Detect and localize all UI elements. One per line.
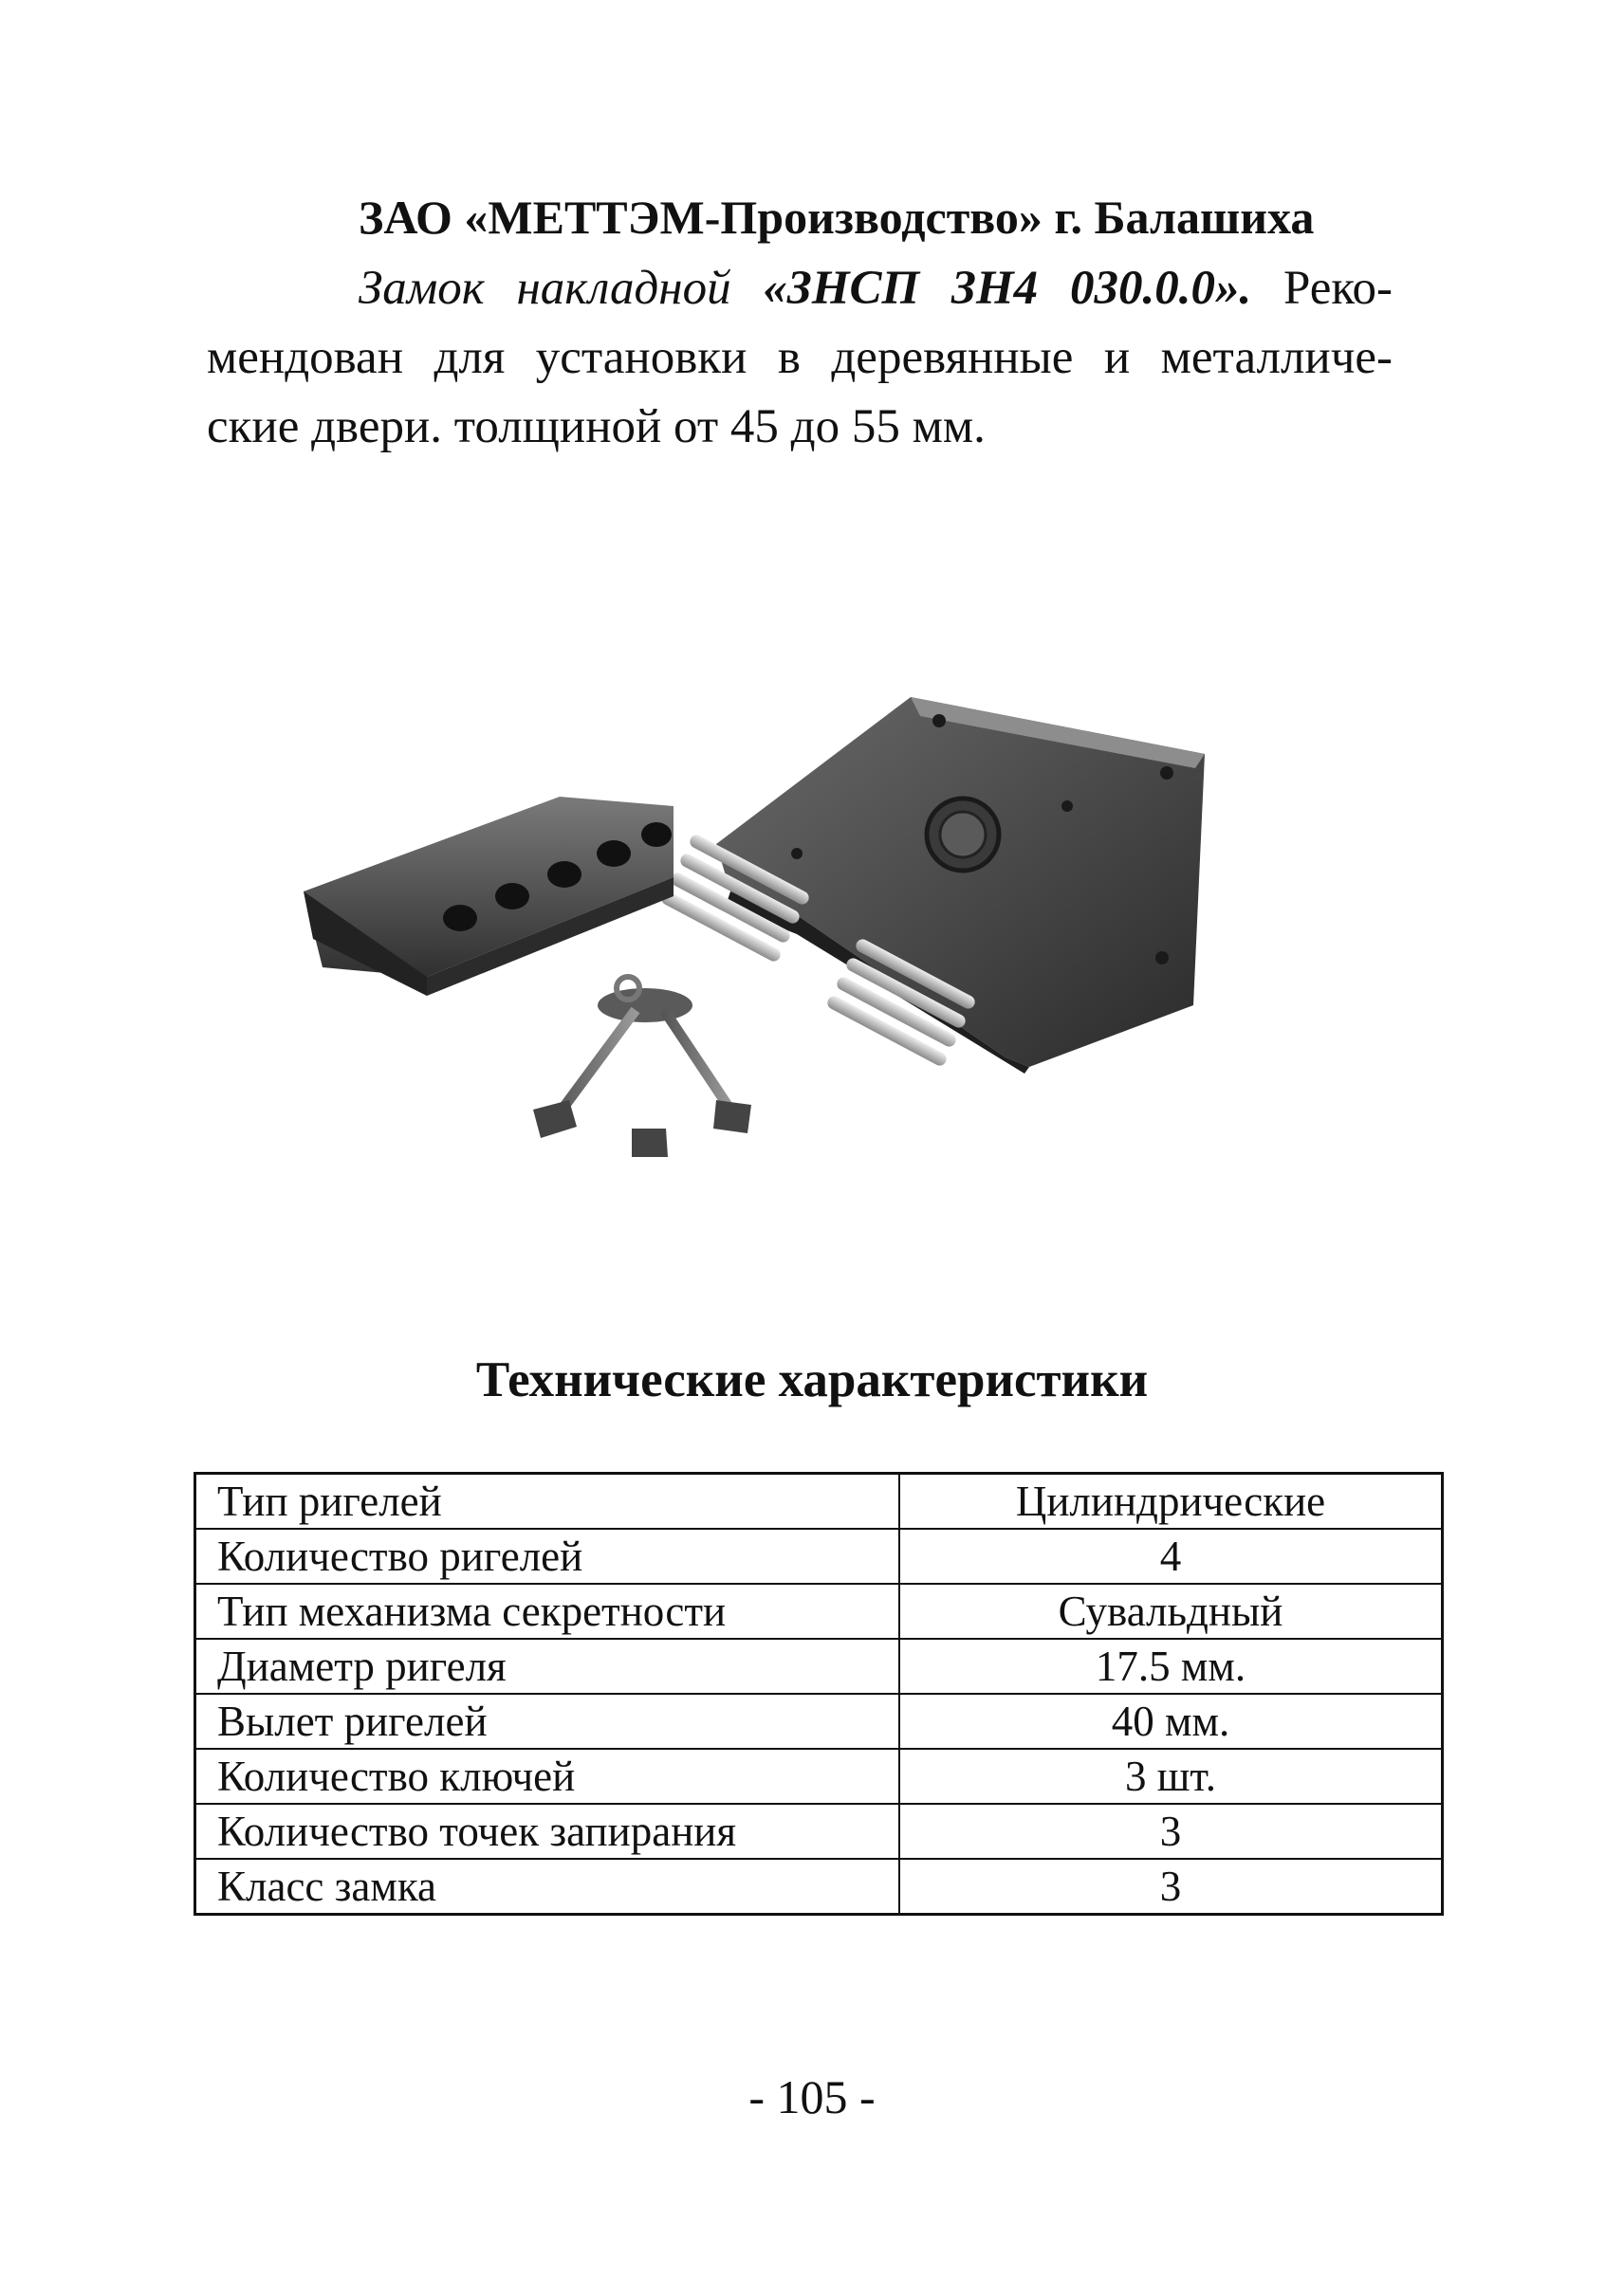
specs-table: [194, 1472, 1444, 1916]
spec-label: Количество ключей: [195, 1749, 900, 1804]
description-line-1-tail: Реко-: [1251, 262, 1393, 315]
company-heading: ЗАО «МЕТТЭМ-Производство» г. Балашиха: [359, 191, 1315, 244]
spec-value: 3 шт.: [899, 1749, 1443, 1804]
table-row: [195, 1694, 1443, 1749]
description-line-1: [207, 254, 1393, 323]
lock-photo: [285, 683, 1214, 1214]
keys: [533, 977, 751, 1157]
spec-label: Класс замка: [195, 1859, 900, 1915]
description-line-3: ские двери. толщиной от 45 до 55 мм.: [207, 400, 986, 453]
strike-plate: [304, 797, 674, 996]
spec-value: 17.5 мм.: [899, 1639, 1443, 1694]
product-name: Замок накладной: [359, 262, 731, 315]
table-row: [195, 1804, 1443, 1859]
spec-value: Цилиндрические: [899, 1474, 1443, 1530]
table-row: [195, 1474, 1443, 1530]
product-description: [207, 254, 1393, 462]
table-row: [195, 1529, 1443, 1584]
spec-value: Сувальдный: [899, 1584, 1443, 1639]
spec-label: Вылет ригелей: [195, 1694, 900, 1749]
spec-label: Тип ригелей: [195, 1474, 900, 1530]
spec-value: 3: [899, 1804, 1443, 1859]
spec-value: 40 мм.: [899, 1694, 1443, 1749]
spec-label: Количество ригелей: [195, 1529, 900, 1584]
product-code: «ЗНСП ЗН4 030.0.0».: [763, 262, 1252, 315]
page-number: - 105 -: [748, 2070, 876, 2123]
table-row: [195, 1749, 1443, 1804]
spec-label: Количество точек запирания: [195, 1804, 900, 1859]
spec-label: Тип механизма секретности: [195, 1584, 900, 1639]
description-line-2: мендован для установки в деревянные и металличе-: [207, 331, 1393, 384]
table-row: [195, 1584, 1443, 1639]
specs-title: Технические характеристики: [475, 1352, 1149, 1407]
table-row: [195, 1639, 1443, 1694]
spec-value: 3: [899, 1859, 1443, 1915]
spec-label: Диаметр ригеля: [195, 1639, 900, 1694]
spec-value: 4: [899, 1529, 1443, 1584]
table-row: [195, 1859, 1443, 1915]
